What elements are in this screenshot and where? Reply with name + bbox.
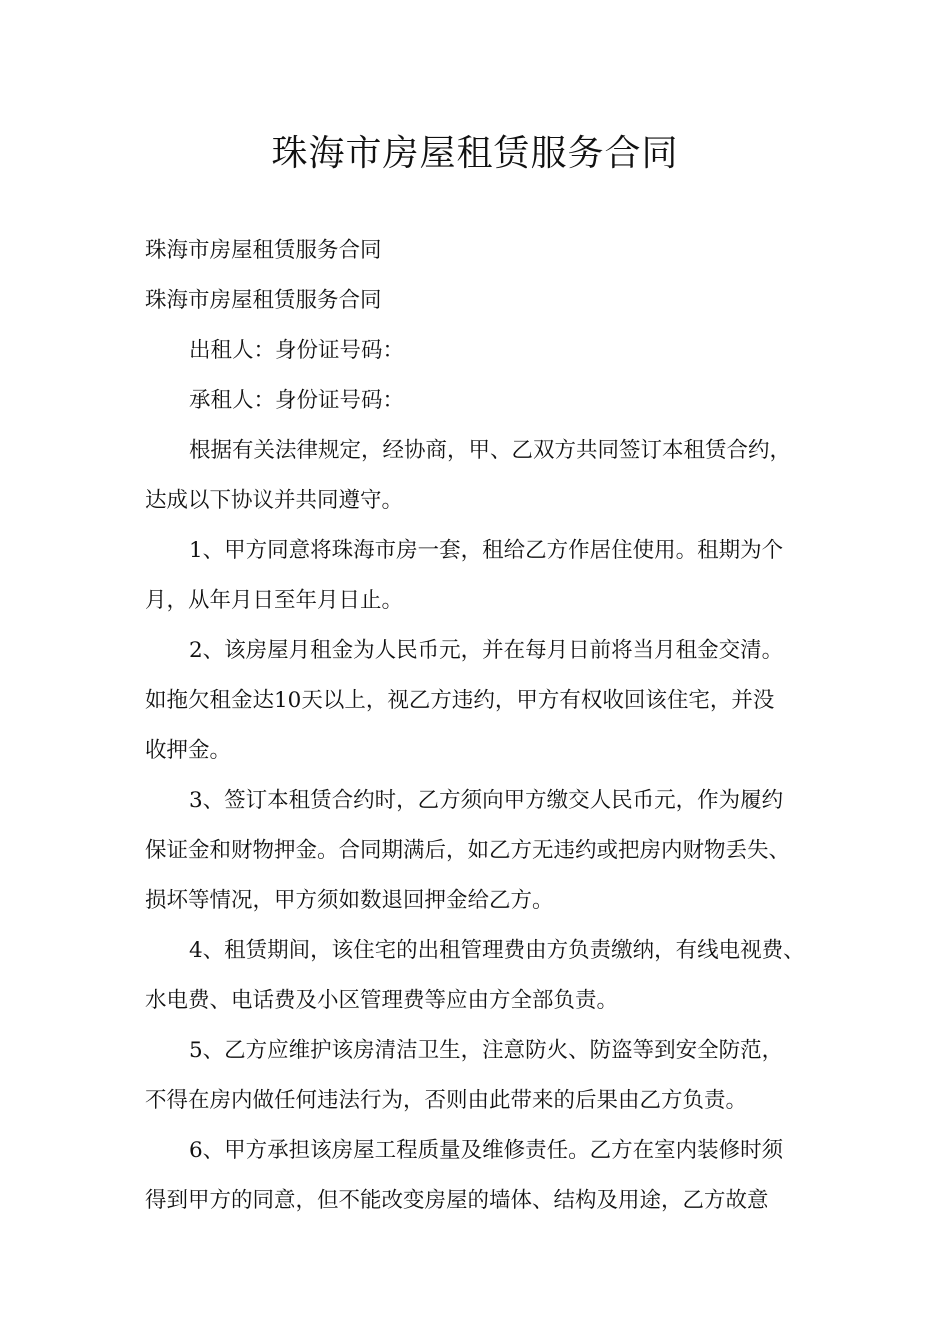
clause-4 [145,926,825,1026]
paragraph-line: 出租人：身份证号码： [189,338,405,363]
paragraph-line: 水电费、电话费及小区管理费等应由方全部负责。 [145,988,619,1013]
paragraph-line: 月，从年月日至年月日止。 [145,588,404,613]
clause-5 [145,1026,825,1126]
paragraph-line: 珠海市房屋租赁服务合同 [145,238,382,263]
paragraph-line: 承租人：身份证号码： [189,388,405,413]
paragraph-line: 保证金和财物押金。合同期满后，如乙方无违约或把房内财物丢失、 [145,838,791,863]
paragraph-line: 6、甲方承担该房屋工程质量及维修责任。乙方在室内装修时须 [189,1138,784,1163]
paragraph-line: 损坏等情况，甲方须如数退回押金给乙方。 [145,888,554,913]
paragraph-line: 1、甲方同意将珠海市房一套，租给乙方作居住使用。租期为个 [189,538,784,563]
paragraph-preamble [145,426,825,526]
paragraph-line: 达成以下协议并共同遵守。 [145,488,404,513]
paragraph-line: 珠海市房屋租赁服务合同 [145,288,382,313]
clause-6 [145,1126,825,1226]
clause-3 [145,776,825,926]
clause-1 [145,526,825,626]
paragraph-line: 5、乙方应维护该房清洁卫生，注意防火、防盗等到安全防范， [189,1038,784,1063]
document-body [145,226,825,1226]
paragraph-line: 根据有关法律规定，经协商，甲、乙双方共同签订本租赁合约， [189,438,792,463]
clause-2 [145,626,825,776]
paragraph-1 [145,226,825,276]
document-title: 珠海市房屋租赁服务合同 [271,133,679,174]
paragraph-line: 得到甲方的同意，但不能改变房屋的墙体、结构及用途，乙方故意 [145,1188,769,1213]
paragraph-line: 不得在房内做任何违法行为，否则由此带来的后果由乙方负责。 [145,1088,748,1113]
paragraph-2 [145,276,825,326]
paragraph-lessee [145,376,825,426]
paragraph-line: 3、签订本租赁合约时，乙方须向甲方缴交人民币元，作为履约 [189,788,784,813]
paragraph-line: 4、租赁期间，该住宅的出租管理费由方负责缴纳，有线电视费、 [189,938,805,963]
paragraph-lessor [145,326,825,376]
paragraph-line: 如拖欠租金达10天以上，视乙方违约，甲方有权收回该住宅，并没 [145,688,775,713]
paragraph-line: 收押金。 [145,738,232,763]
paragraph-line: 2、该房屋月租金为人民币元，并在每月日前将当月租金交清。 [189,638,784,663]
